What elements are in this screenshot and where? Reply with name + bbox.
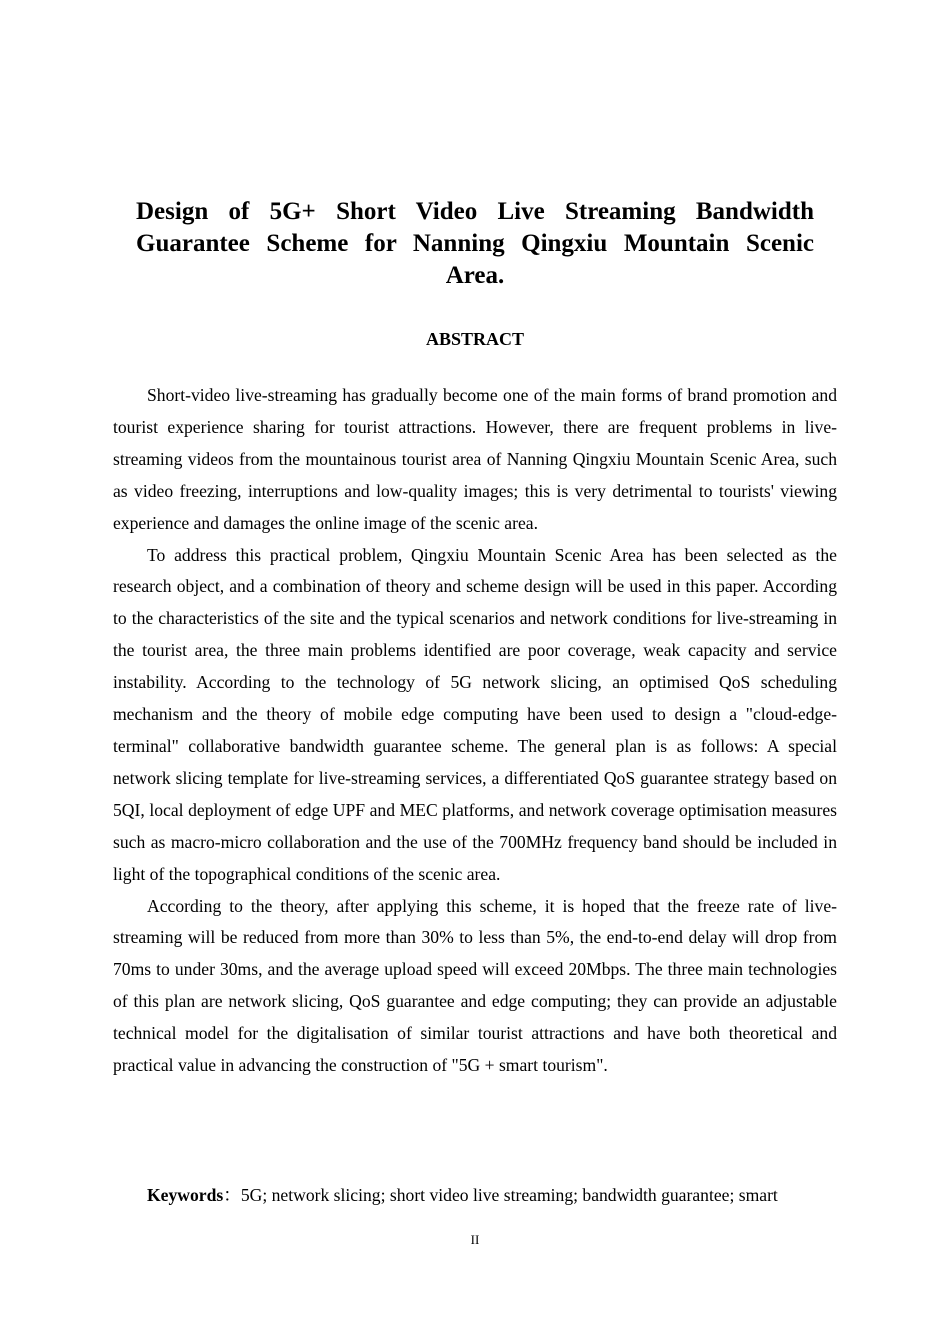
abstract-paragraph-2: To address this practical problem, Qingxiu Mountain Scenic Area has been selected as the research object, and a combination of theory and scheme design will be used in this paper. According to the characteristics of the site and the typical scenarios and network conditions for live-streaming in the tourist area, the three main problems identified are poor coverage, weak capacity and service instability. According to the technology of 5G network slicing, an optimised QoS scheduling mechanism and the theory of mobile edge computing have been used to design a "cloud-edge-terminal" collaborative bandwidth guarantee scheme. The general plan is as follows: A special network slicing template for live-streaming services, a differentiated QoS guarantee strategy based on 5QI, local deployment of edge UPF and MEC platforms, and network coverage optimisation measures such as macro-micro collaboration and the use of the 700MHz frequency band should be included in light of the topographical conditions of the scenic area. <box>113 544 837 884</box>
keywords-text: 5G; network slicing; short video live streaming; bandwidth guarantee; smart <box>240 1185 778 1205</box>
keywords-separator: ： <box>223 1185 241 1205</box>
page-number: II <box>470 1232 480 1247</box>
abstract-body <box>113 380 837 1082</box>
title-line-1: Design of 5G+ Short Video Live Streaming Bandwidth <box>136 198 814 225</box>
abstract-heading: ABSTRACT <box>425 329 525 349</box>
abstract-paragraph-1: Short-video live-streaming has gradually become one of the main forms of brand promotion and tourist experience sharing for tourist attractions. However, there are frequent problems in live-streaming videos from the mountainous tourist area of Nanning Qingxiu Mountain Scenic Area, such as video freezing, interruptions and low-quality images; this is very detrimental to tourists' viewing experience and damages the online image of the scenic area. <box>113 385 837 533</box>
keywords-label: Keywords <box>147 1185 224 1205</box>
abstract-paragraph-3: According to the theory, after applying this scheme, it is hoped that the freeze rate of live-streaming will be reduced from more than 30% to less than 5%, the end-to-end delay will drop from 70ms to under 30ms, and the average upload speed will exceed 20Mbps. The three main technologies of this plan are network slicing, QoS guarantee and edge computing; they can provide an adjustable technical model for the digitalisation of similar tourist attractions and have both theoretical and practical value in advancing the construction of "5G + smart tourism". <box>113 895 837 1076</box>
title-line-3: Area. <box>445 262 505 289</box>
keywords-line <box>113 1181 853 1209</box>
paper-title <box>136 196 814 292</box>
title-line-2: Guarantee Scheme for Nanning Qingxiu Mountain Scenic <box>136 230 814 257</box>
